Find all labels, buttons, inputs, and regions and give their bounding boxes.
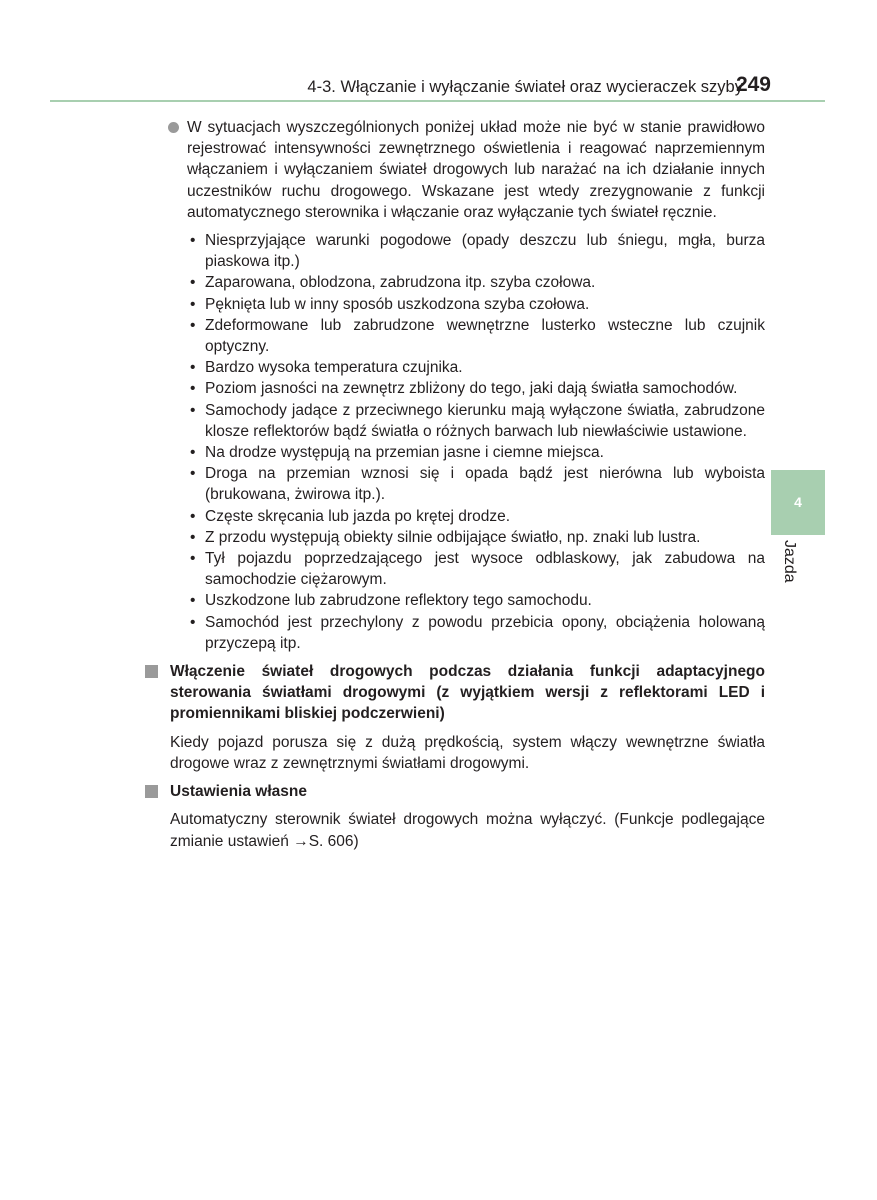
list-item: • Częste skręcania lub jazda po krętej drodze. — [205, 506, 765, 527]
chapter-label: Jazda — [781, 540, 798, 583]
list-item: • Poziom jasności na zewnętrz zbliżony do tego, jaki dają światła samochodów. — [205, 378, 765, 399]
section-body: Automatyczny sterownik świateł drogowych można wyłączyć. (Funkcje podlegające zmianie ustawień →S. 606) — [170, 811, 765, 850]
list-item: • Niesprzyjające warunki pogodowe (opady deszczu lub śniegu, mgła, burza piaskowa itp.) — [205, 230, 765, 272]
section-heading: Ustawienia własne — [170, 783, 307, 801]
list-item: • Uszkodzone lub zabrudzone reflektory tego samochodu. — [205, 590, 765, 611]
list-item: • Samochody jadące z przeciwnego kierunku mają wyłączone światła, zabrudzone klosze reflektorów bądź światła o różnych barwach lub niewłaściwie ustawione. — [205, 400, 765, 442]
page-header — [50, 68, 825, 102]
circle-bullet-icon — [168, 122, 179, 133]
chapter-number: 4 — [794, 494, 802, 510]
list-item: • Tył pojazdu poprzedzającego jest wysoce odblaskowy, jak zabudowa na samochodzie ciężarowym. — [205, 548, 765, 590]
list-item: • Z przodu występują obiekty silnie odbijające światło, np. znaki lub lustra. — [205, 527, 765, 548]
list-item: • Droga na przemian wznosi się i opada bądź jest nierówna lub wyboista (brukowana, żwirowa itp.). — [205, 463, 765, 505]
intro-text: W sytuacjach wyszczególnionych poniżej układ może nie być w stanie prawidłowo rejestrować intensywności zewnętrznego oświetlenia i reagować naprzemiennym włączaniem i wyłączaniem świateł drogowych lub narażać na ich działanie innych uczestników ruchu drogowego. Wskazane jest wtedy zrezygnowanie z funkcji automatycznego sterownika i włączanie oraz wyłączanie tych świateł ręcznie. — [187, 119, 765, 221]
list-item: • Samochód jest przechylony z powodu przebicia opony, obciążenia holowaną przyczepą itp. — [205, 612, 765, 654]
section-heading: Włączenie świateł drogowych podczas działania funkcji adaptacyjnego sterowania światłami drogowymi (z wyjątkiem wersji z reflektorami LED i promiennikami bliskiej podczerwieni) — [170, 663, 765, 723]
list-item: • Zaparowana, oblodzona, zabrudzona itp. szyba czołowa. — [205, 272, 765, 293]
square-bullet-icon — [145, 785, 158, 798]
intro-note — [145, 117, 765, 223]
page-number: 249 — [735, 73, 771, 96]
page-content — [145, 117, 765, 852]
list-item: • Na drodze występują na przemian jasne i ciemne miejsca. — [205, 442, 765, 463]
section-body: Kiedy pojazd porusza się z dużą prędkością, system włączy wewnętrzne światła drogowe wraz z zewnętrznymi światłami drogowymi. — [170, 733, 765, 772]
list-item: • Pęknięta lub w inny sposób uszkodzona szyba czołowa. — [205, 294, 765, 315]
section-custom-settings — [145, 781, 765, 852]
section-title: 4-3. Włączanie i wyłączanie świateł oraz wycieraczek szyby — [307, 78, 743, 96]
chapter-tab — [771, 470, 825, 535]
square-bullet-icon — [145, 665, 158, 678]
list-item: • Zdeformowane lub zabrudzone wewnętrzne lusterko wsteczne lub czujnik optyczny. — [205, 315, 765, 357]
conditions-list — [145, 230, 765, 654]
header-rule — [50, 100, 825, 103]
list-item: • Bardzo wysoka temperatura czujnika. — [205, 357, 765, 378]
section-high-beam-adaptive — [145, 661, 765, 774]
